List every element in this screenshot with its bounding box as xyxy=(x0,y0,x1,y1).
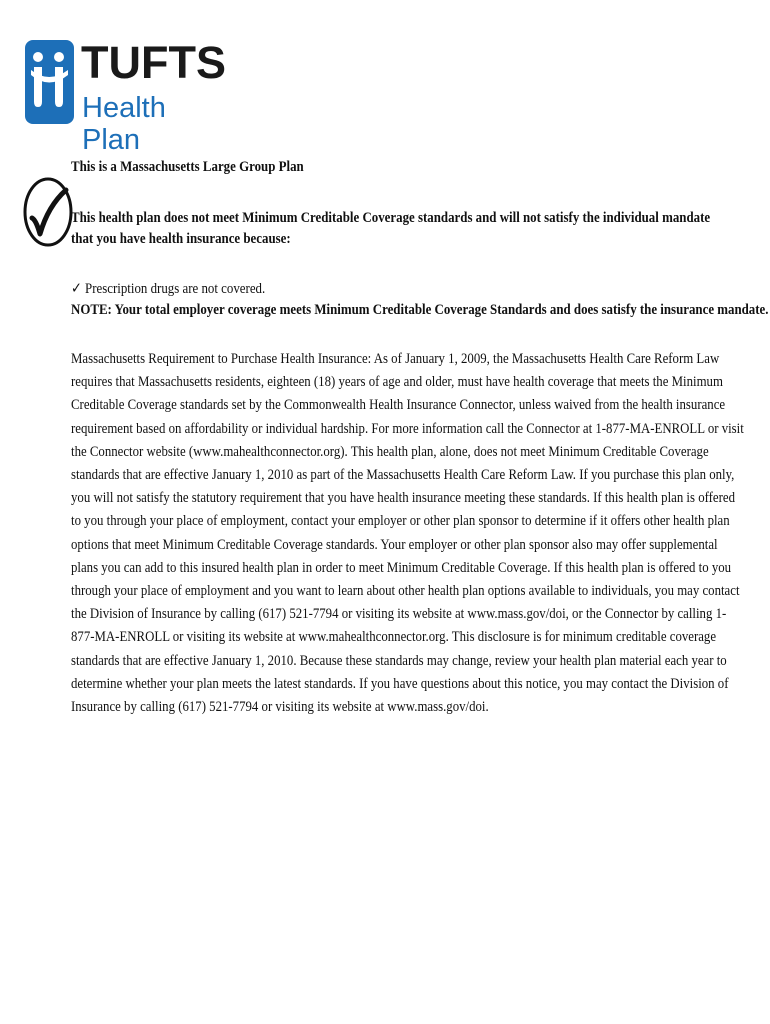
employer-coverage-note: NOTE: Your total employer coverage meets Minimum Creditable Coverage Standards and does satisfy the insurance mandate. xyxy=(71,302,769,318)
coverage-warning-heading: This health plan does not meet Minimum Creditable Coverage standards and will not satisfy the individual mandate that you have health insurance because: xyxy=(71,210,711,247)
plan-type-heading: This is a Massachusetts Large Group Plan xyxy=(71,159,304,175)
logo-wordmark-health-plan: Health Plan xyxy=(82,92,166,156)
circled-check-icon xyxy=(22,176,74,248)
not-covered-bullet: ✓ Prescription drugs are not covered. xyxy=(71,281,266,297)
logo-wordmark-tufts: TUFTS xyxy=(81,37,226,88)
tufts-figures-logo-icon xyxy=(25,40,74,124)
mandate-disclosure-paragraph: Massachusetts Requirement to Purchase Health Insurance: As of January 1, 2009, the Massachusetts Health Care Reform Law requires that Massachusetts residents, eighteen (18) years of age and older, must have health coverage that meets the Minimum Creditable Coverage standards set by the Commonwealth Health Insurance Connector, unless waived from the health insurance requirement based on affordability or individual hardship. For more information call the Connector at 1-877-MA-ENROLL or visit the Connector website (www.mahealthconnector.org). This health plan, alone, does not meet Minimum Creditable Coverage standards that are effective January 1, 2010 as part of the Massachusetts Health Care Reform Law. If you purchase this plan only, you will not satisfy the statutory requirement that you have health insurance meeting these standards. If this health plan is offered to you through your place of employment, contact your employer or other plan sponsor to determine if it offers other health plan options that meet Minimum Creditable Coverage standards. Your employer or other plan sponsor also may offer supplemental plans you can add to this insured health plan in order to meet Minimum Creditable Coverage. If this health plan is offered to you through your place of employment and you want to learn about other health plan options available to individuals, you may contact the Division of Insurance by calling (617) 521-7794 or visiting its website at www.mass.gov/doi, or the Connector by calling 1-877-MA-ENROLL or visiting its website at www.mahealthconnector.org. This disclosure is for minimum creditable coverage standards that are effective January 1, 2010. Because these standards may change, review your health plan material each year to determine whether your plan meets the latest standards. If you have questions about this notice, you may contact the Division of Insurance by calling (617) 521-7794 or visiting its website at www.mass.gov/doi. xyxy=(71,351,744,716)
tufts-health-plan-logo xyxy=(25,37,226,156)
